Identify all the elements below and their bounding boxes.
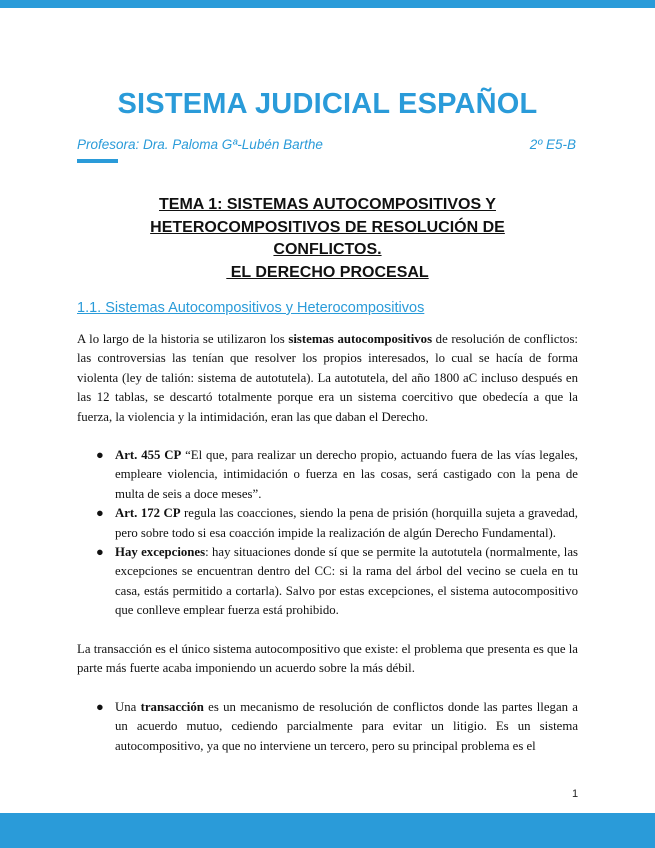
top-color-band xyxy=(0,0,655,8)
list-item-text: “El que, para realizar un derecho propio, actuando fuera de las vías legales, empleare violencia, intimidación o fuerza en las cosas, será castigado con la pena de multa de seis a doce meses”. xyxy=(115,448,578,501)
intro-paragraph xyxy=(77,330,578,427)
topic-heading-line: CONFLICTOS. xyxy=(273,241,382,258)
list-item-text: regula las coacciones, siendo la pena de prisión (horquilla sujeta a gravedad, pero sobre todo si esa coacción impide la realización de algún Derecho Fundamental). xyxy=(115,506,578,540)
legal-articles-list xyxy=(95,446,578,621)
bottom-color-band xyxy=(0,813,655,848)
list-item-bold: Art. 455 CP xyxy=(115,448,182,462)
list-item-bold: transacción xyxy=(140,700,204,714)
bullet-icon: ● xyxy=(96,506,104,521)
bullet-icon: ● xyxy=(96,545,104,560)
section-heading: 1.1. Sistemas Autocompositivos y Heterocompositivos xyxy=(77,300,425,316)
topic-heading-line: EL DERECHO PROCESAL xyxy=(226,263,429,281)
intro-bold-term: sistemas autocompositivos xyxy=(288,332,433,346)
teacher-name: Profesora: Dra. Paloma Gª-Lubén Barthe xyxy=(77,137,323,152)
intro-text-rest: de resolución de conflictos: las controversias las tenían que resolver los propios interesados, lo cual se hacía de forma violenta (ley de talión: sistema de autotutela). La autotutela, del año 1800 aC incluso después en las 12 tablas, se descartó totalmente porque era un sistema coercitivo que obedecía a que la fuerza, la violencia y la intimidación, eran las que daban el Derecho. xyxy=(77,332,578,424)
page-number: 1 xyxy=(572,788,579,800)
list-item xyxy=(95,543,578,621)
course-label: 2º E5-B xyxy=(529,137,576,152)
list-item-text: : hay situaciones donde sí que se permite la autotutela (normalmente, las excepciones se encuentran dentro del CC: si la rama del árbol del vecino se cuela en tu casa, estás permitido a cortarla). Salvo por estas excepciones, el sistema autocompositivo que conlleve emplear fuerza está prohibido. xyxy=(115,545,578,618)
transaction-paragraph: La transacción es el único sistema autocompositivo que existe: el problema que presenta es que la parte más fuerte acaba imponiendo un acuerdo sobre la más débil. xyxy=(77,642,578,676)
list-item-prefix: Una xyxy=(115,700,141,714)
bullet-icon: ● xyxy=(96,700,104,714)
list-item-bold: Hay excepciones xyxy=(115,545,206,560)
topic-heading-line: TEMA 1: SISTEMAS AUTOCOMPOSITIVOS Y xyxy=(159,196,496,213)
list-item xyxy=(95,698,578,756)
list-item xyxy=(95,446,578,504)
accent-underline xyxy=(77,159,118,163)
topic-heading xyxy=(100,194,555,284)
document-title: SISTEMA JUDICIAL ESPAÑOL xyxy=(117,88,538,120)
list-item xyxy=(95,504,578,543)
topic-heading-line: HETEROCOMPOSITIVOS DE RESOLUCIÓN DE xyxy=(150,218,505,236)
list-item-bold: Art. 172 CP xyxy=(115,506,181,521)
bullet-icon: ● xyxy=(96,448,104,462)
list-item-text: es un mecanismo de resolución de conflictos donde las partes llegan a un acuerdo mutuo, cediendo parcialmente para evitar un litigio. Es un sistema autocompositivo, ya que no interviene un tercero, pero su principal problema es el xyxy=(115,700,578,753)
transaction-list xyxy=(95,698,578,756)
intro-text-start: A lo largo de la historia se utilizaron los xyxy=(77,332,289,346)
